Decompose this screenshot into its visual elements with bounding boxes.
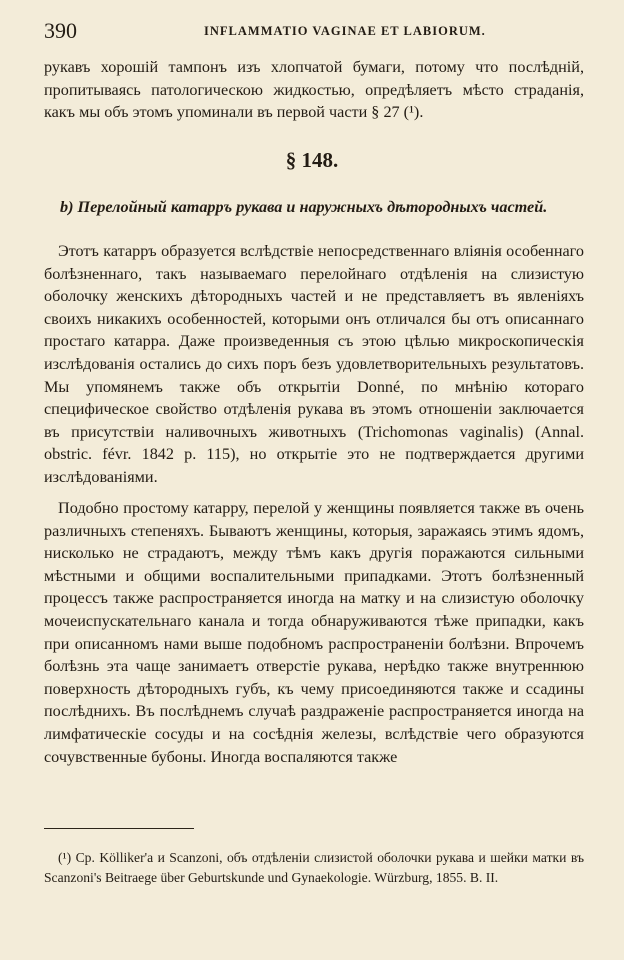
paragraph-intro: рукавъ хорошій тампонъ изъ хлопчатой бумаги, потому что послѣдній, пропитываясь патологическою жидкостью, опредѣляетъ мѣсто страданія, какъ мы объ этомъ упоминали въ первой части § 27 (¹). (44, 58, 584, 122)
paragraph-main: Этотъ катарръ образуется вслѣдствіе непосредственнаго вліянія особеннаго болѣзненнаго, такъ называемаго перелойнаго отдѣленія на слизистую оболочку женскихъ дѣтородныхъ частей и не представляетъ въ явленіяхъ своихъ никакихъ особенностей, которыми онъ отличался бы отъ описаннаго простаго катарра. Даже произведенныя съ этою цѣлью микроскопическія изслѣдованія остались до сихъ поръ безъ удовлетворительныхъ результатовъ. Мы упомянемъ также объ открытіи Donné, по мнѣнію котораго специфическое свойство отдѣленія рукава въ этомъ отношеніи заключается въ присутствіи наливочныхъ животныхъ (Trichomonas vaginalis) (Annal. obstric. févr. 1842 p. 115), но открытіе это не подтверждается другими изслѣдованіями. (44, 242, 584, 486)
section-heading: b) Перелойный катарръ рукава и наружныхъ дѣтородныхъ частей. (60, 198, 548, 216)
running-title: INFLAMMATIO VAGINAE ET LABIORUM. (204, 24, 486, 38)
section-number: § 148. (285, 148, 339, 172)
footnote: (¹) Ср. Kölliker'a и Scanzoni, объ отдѣленіи слизистой оболочки рукава и шейки матки въ Scanzoni's Beitraege über Geburtskunde und Gynaekologie. Würzburg, 1855. B. II. (44, 850, 584, 885)
page-number: 390 (44, 18, 77, 43)
running-head (44, 18, 584, 44)
paragraph-second: Подобно простому катарру, перелой у женщины появляется также въ очень различныхъ степеняхъ. Бываютъ женщины, которыя, заражаясь этимъ ядомъ, нисколько не страдаютъ, между тѣмъ какъ другія поражаются сильными мѣстными и общими воспалительными припадками. Этотъ болѣзненный процессъ также распространяется иногда на матку и на слизистую оболочку мочеиспускательнаго канала и тогда обнаруживаются тѣже припадки, какъ при описанномъ нами выше подобномъ распространеніи болѣзни. Впрочемъ болѣзнь эта чаще занимаетъ отверстіе рукава, нерѣдко также внутреннюю поверхность дѣтородныхъ губъ, къ чему присоединяются также и ссадины послѣднихъ. Въ послѣднемъ случаѣ раздраженіе распространяется иногда на лимфатическіе сосуды и на сосѣднія железы, вслѣдствіе чего образуются сочувственные бубоны. Иногда воспаляются также (44, 499, 584, 766)
footnote-divider (44, 828, 194, 829)
